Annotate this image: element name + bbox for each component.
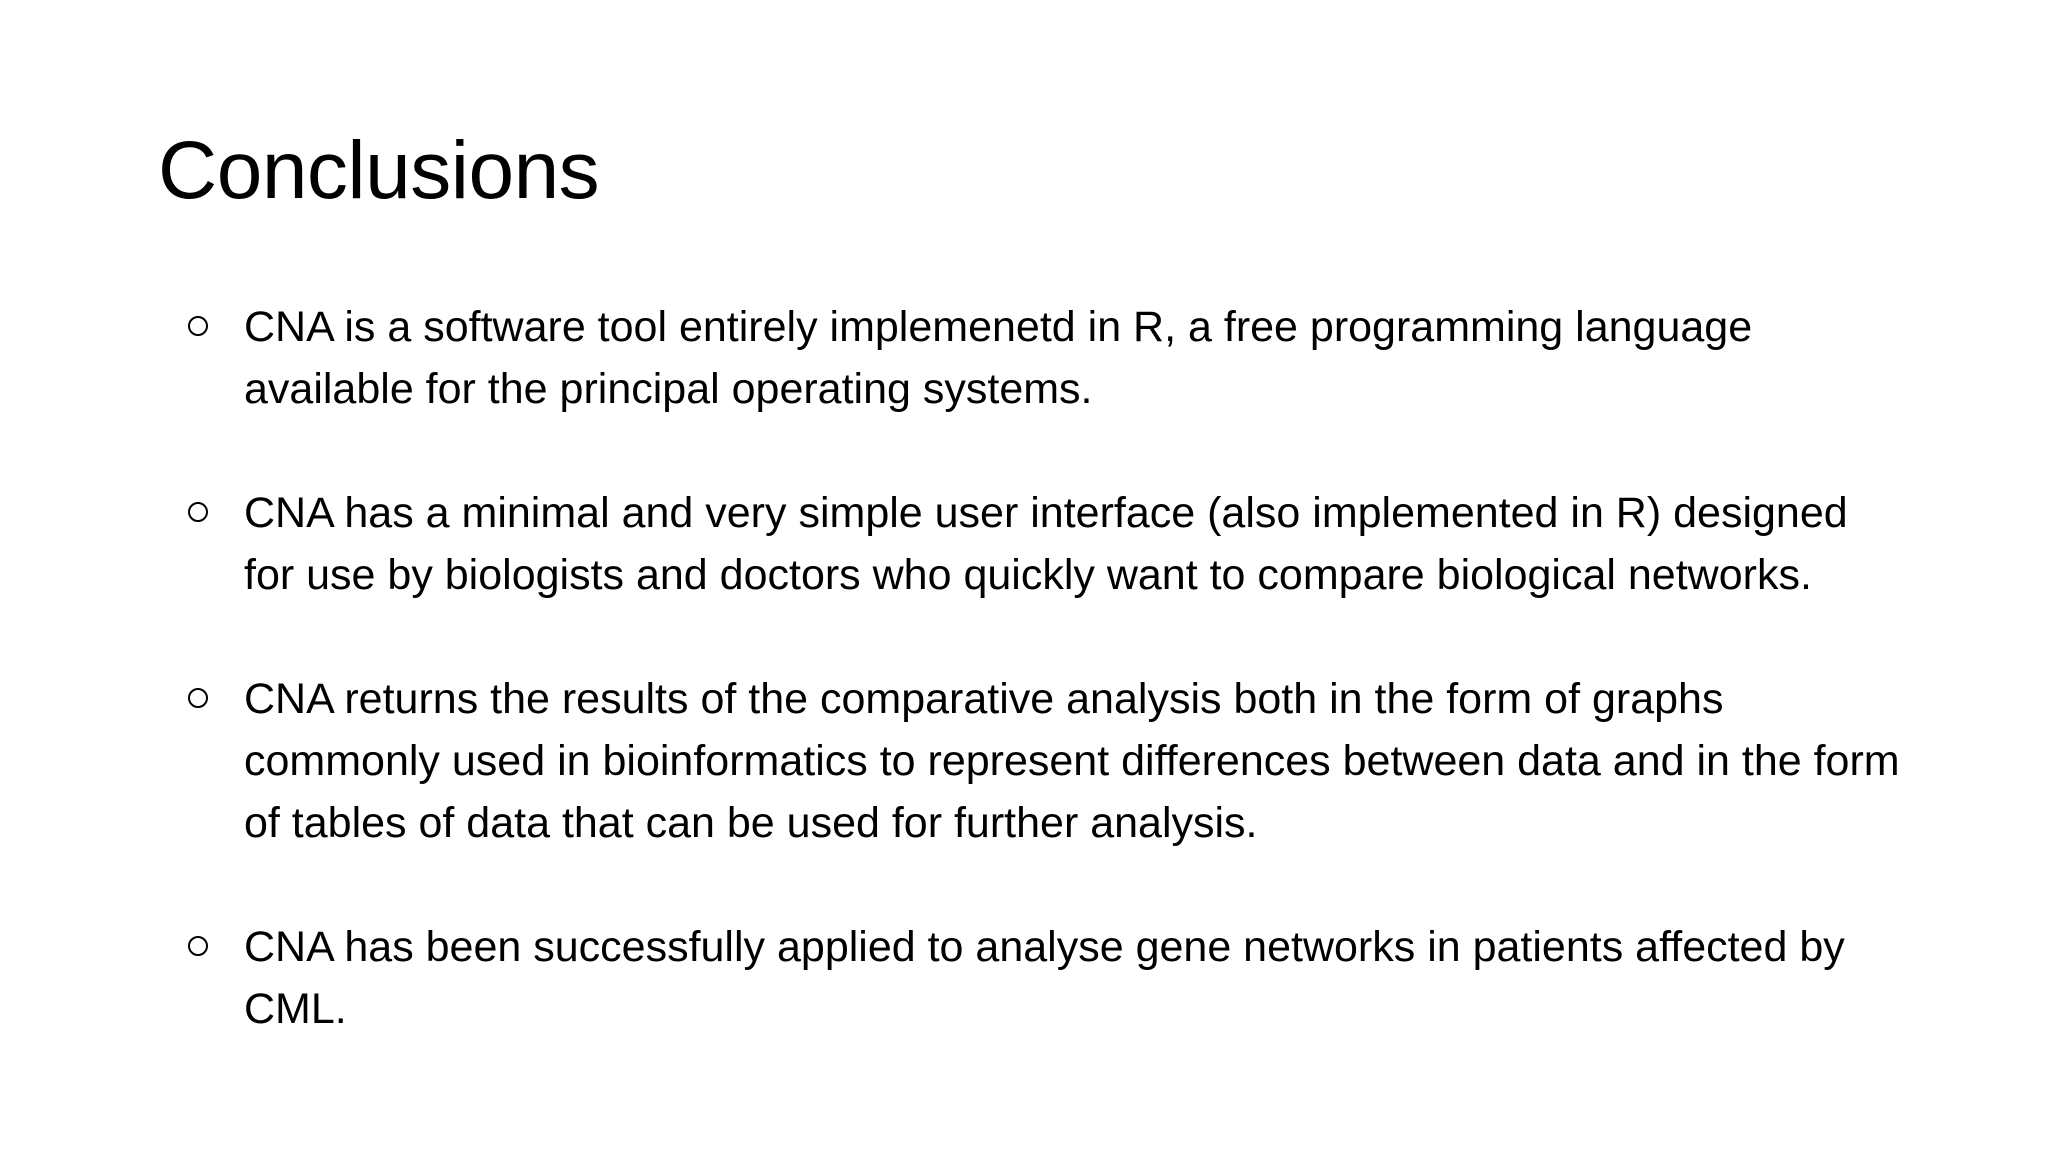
- hollow-circle-bullet-icon: [188, 936, 208, 956]
- bullet-item: [186, 668, 1906, 854]
- bullet-list: [186, 296, 1906, 1102]
- hollow-circle-bullet-icon: [188, 688, 208, 708]
- bullet-text: CNA has a minimal and very simple user interface (also implemented in R) designed for use by biologists and doctors who quickly want to compare biological networks.: [244, 489, 1848, 599]
- bullet-item: [186, 916, 1906, 1040]
- bullet-text: CNA returns the results of the comparative analysis both in the form of graphs commonly used in bioinformatics to represent differences between data and in the form of tables of data that can be used for further analysis.: [244, 675, 1900, 847]
- hollow-circle-bullet-icon: [188, 502, 208, 522]
- bullet-text: CNA is a software tool entirely implemenetd in R, a free programming language available for the principal operating systems.: [244, 303, 1753, 413]
- bullet-item: [186, 296, 1906, 420]
- bullet-item: [186, 482, 1906, 606]
- slide-title: Conclusions: [158, 125, 600, 216]
- bullet-text: CNA has been successfully applied to analyse gene networks in patients affected by CML.: [244, 923, 1845, 1033]
- hollow-circle-bullet-icon: [188, 316, 208, 336]
